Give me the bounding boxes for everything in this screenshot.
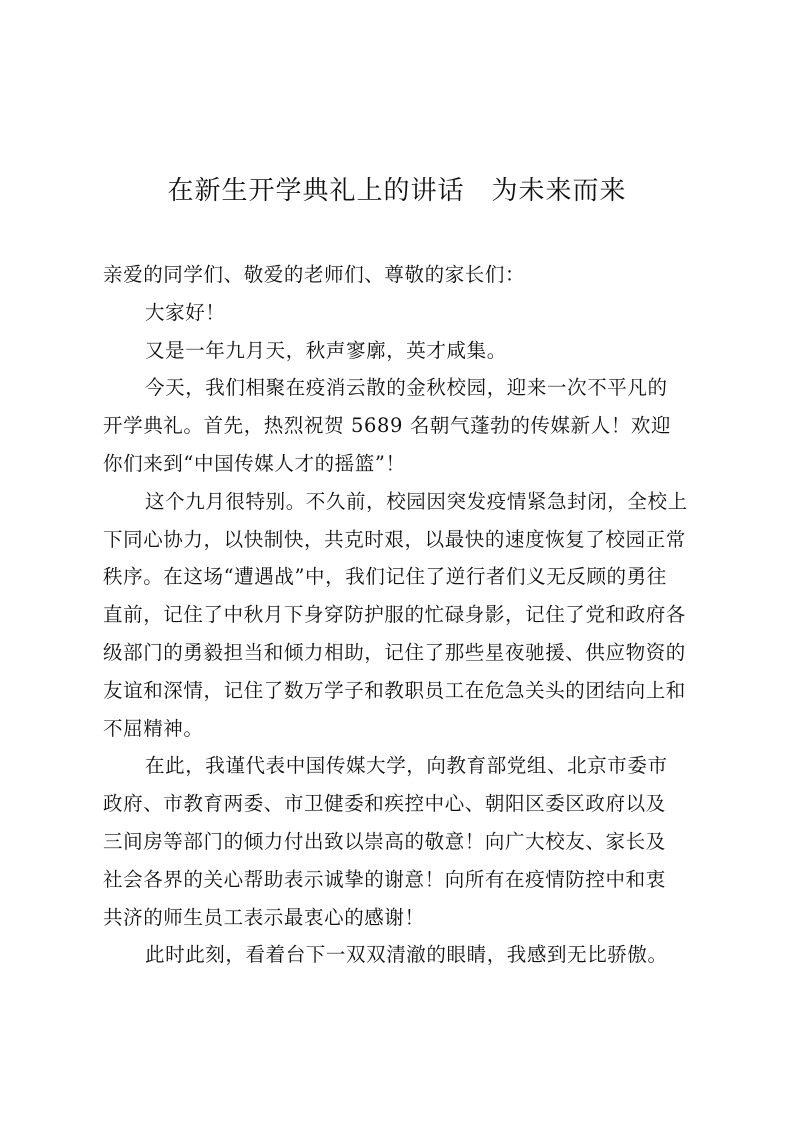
- text-line: 在此，我谨代表中国传媒大学，向教育部党组、北京市委市: [145, 754, 668, 778]
- text-line: 这个九月很特别。不久前，校园因突发疫情紧急封闭，全校上: [145, 489, 688, 513]
- paragraph: [103, 369, 703, 482]
- document-title: 在新生开学典礼上的讲话 为未来而来: [167, 176, 627, 206]
- text-line: 直前，记住了中秋月下身穿防护服的忙碌身影，记住了党和政府各: [103, 603, 686, 627]
- text-line: 三间房等部门的倾力付出致以崇高的敬意！向广大校友、家长及: [103, 829, 666, 853]
- text-line: 友谊和深情，记住了数万学子和教职员工在危急关头的团结向上和: [103, 678, 686, 702]
- text-line: 社会各界的关心帮助表示诚挚的谢意！向所有在疫情防控中和衷: [103, 867, 666, 891]
- paragraph: [103, 332, 703, 370]
- text-line: 此时此刻，看着台下一双双清澈的眼睛，我感到无比骄傲。: [145, 943, 668, 967]
- paragraph: [103, 256, 703, 294]
- paragraph: [103, 483, 703, 748]
- text-line: 大家好！: [145, 300, 226, 324]
- text-line: 下同心协力，以快制快，共克时艰，以最快的速度恢复了校园正常: [103, 527, 686, 551]
- text-line: 你们来到“中国传媒人才的摇篮”！: [103, 451, 406, 475]
- text-line: 不屈精神。: [103, 716, 204, 740]
- text-line: 秩序。在这场“遭遇战”中，我们记住了逆行者们义无反顾的勇往: [103, 565, 667, 589]
- paragraph: [103, 294, 703, 332]
- paragraph: [103, 936, 703, 974]
- text-line: 亲爱的同学们、敬爱的老师们、尊敬的家长们：: [103, 263, 526, 286]
- document-body: [103, 256, 703, 974]
- text-line: 又是一年九月天，秋声寥廓，英才咸集。: [145, 338, 507, 362]
- text-line: 政府、市教育两委、市卫健委和疾控中心、朝阳区委区政府以及: [103, 792, 666, 816]
- text-line: 共济的师生员工表示最衷心的感谢！: [103, 905, 425, 929]
- text-line: 今天，我们相聚在疫消云散的金秋校园，迎来一次不平凡的: [145, 376, 668, 400]
- paragraph: [103, 747, 703, 936]
- text-line: 开学典礼。首先，热烈祝贺 5689 名朝气蓬勃的传媒新人！欢迎: [103, 414, 672, 438]
- text-line: 级部门的勇毅担当和倾力相助，记住了那些星夜驰援、供应物资的: [103, 640, 686, 664]
